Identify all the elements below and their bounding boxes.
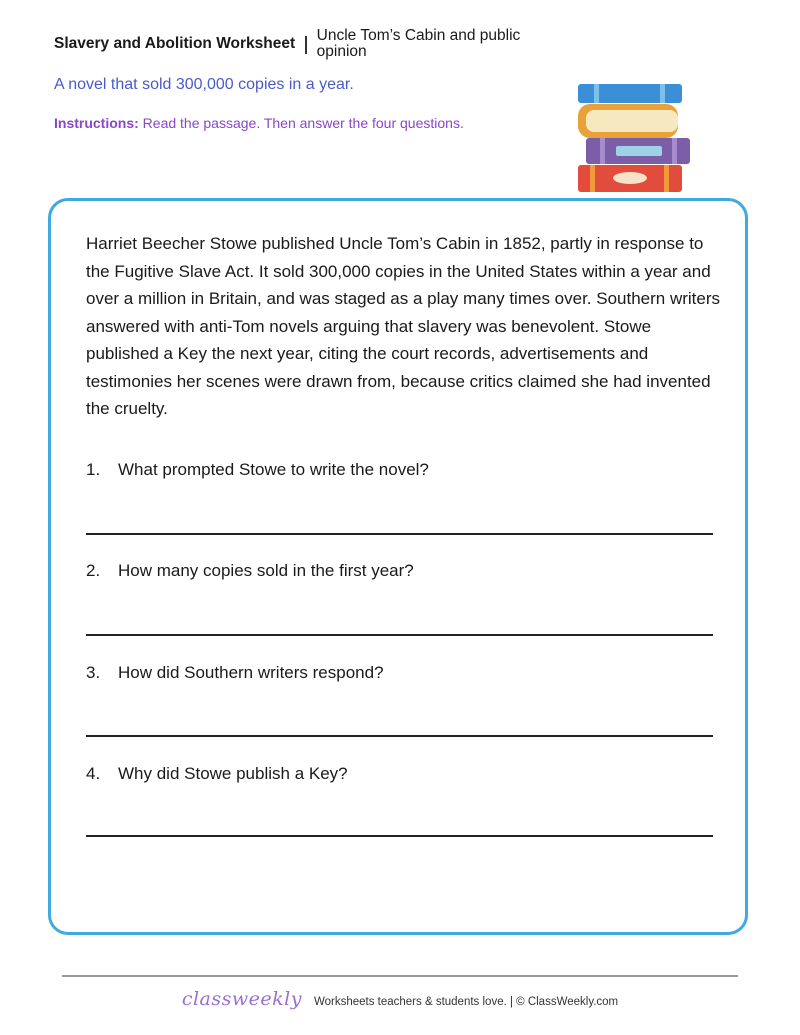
worksheet-topic: Uncle Tom’s Cabin and public opinion — [316, 27, 521, 60]
instructions-text: Read the passage. Then answer the four questions. — [142, 115, 464, 131]
answer-line-2[interactable] — [86, 634, 713, 636]
question-text: How many copies sold in the first year? — [118, 561, 414, 580]
question-1 — [86, 460, 429, 480]
question-text: How did Southern writers respond? — [118, 663, 384, 682]
worksheet-subtitle: A novel that sold 300,000 copies in a year. — [54, 76, 354, 93]
question-number: 1. — [86, 460, 101, 479]
reading-passage: Harriet Beecher Stowe published Uncle Tom’s Cabin in 1852, partly in response to the Fugitive Slave Act. It sold 300,000 copies in the United States within a year and over a million in Britain, and was staged as a play many times over. Southern writers answered with anti-Tom novels arguing that slavery was benevolent. Stowe published a Key the next year, citing the court records, advertisements and testimonies her scenes were drawn from, because critics claimed she had invented the cruelty. — [86, 234, 721, 418]
worksheet-title: Slavery and Abolition Worksheet — [54, 35, 296, 52]
footer — [0, 988, 800, 1010]
question-4 — [86, 764, 348, 784]
question-3 — [86, 663, 384, 683]
worksheet-header — [54, 28, 574, 60]
answer-line-3[interactable] — [86, 735, 713, 737]
question-number: 4. — [86, 764, 101, 783]
question-number: 3. — [86, 663, 101, 682]
answer-line-1[interactable] — [86, 533, 713, 535]
question-text: Why did Stowe publish a Key? — [118, 764, 348, 783]
question-number: 2. — [86, 561, 101, 580]
answer-line-4[interactable] — [86, 835, 713, 837]
classweekly-logo: classweekly — [181, 988, 302, 1010]
header-divider — [305, 36, 307, 54]
instructions-label: Instructions: — [54, 115, 139, 131]
footer-tagline: Worksheets teachers & students love. | © ClassWeekly.com — [313, 996, 619, 1008]
instructions — [54, 115, 464, 131]
footer-divider — [62, 975, 738, 977]
question-2 — [86, 561, 414, 581]
stack-of-books-icon — [572, 80, 697, 195]
question-text: What prompted Stowe to write the novel? — [118, 460, 429, 479]
